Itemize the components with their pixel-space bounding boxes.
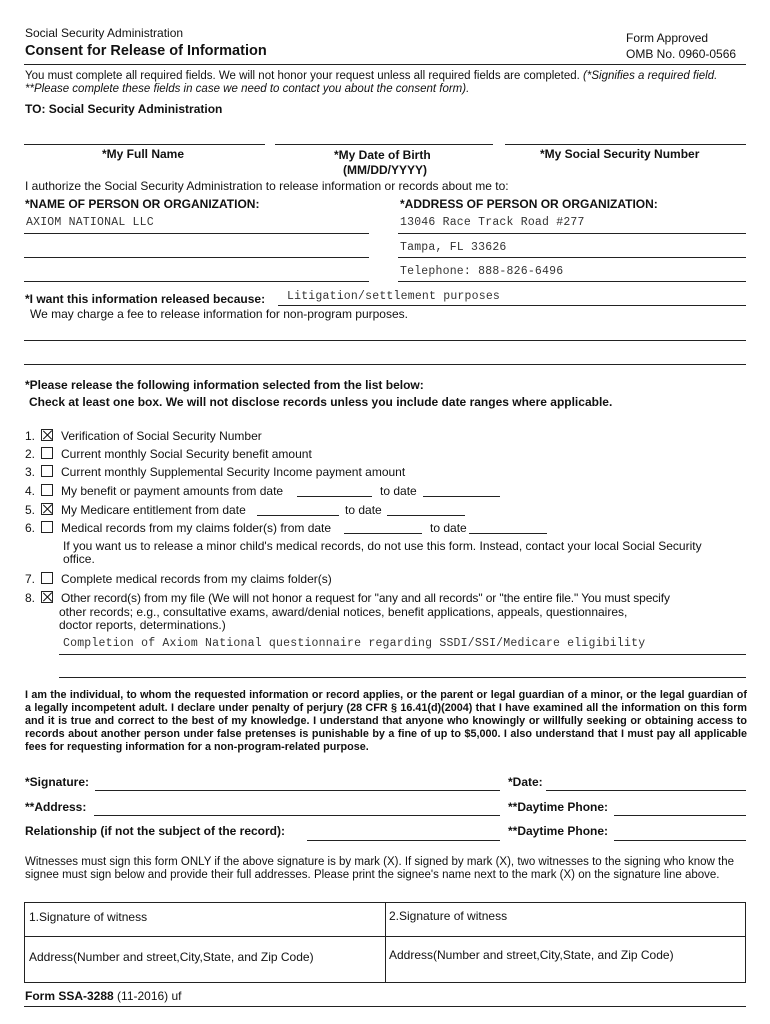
dob-format: (MM/DD/YYYY) — [343, 163, 427, 177]
daytime-phone-label-2: **Daytime Phone: — [508, 824, 609, 838]
full-name-label: *My Full Name — [102, 147, 185, 161]
item6-to-date-field[interactable] — [469, 533, 547, 534]
item-label: Medical records from my claims folder(s) from date — [61, 521, 332, 535]
item-number: 7. — [25, 572, 36, 586]
daytime-phone-label: **Daytime Phone: — [508, 800, 609, 814]
omb-number: OMB No. 0960-0566 — [626, 47, 737, 61]
item-label: Current monthly Social Security benefit amount — [61, 447, 312, 461]
signature-label: *Signature: — [25, 775, 90, 789]
declaration-text: I am the individual, to whom the requested information or record applies, or the parent or legal guardian of a minor, or the legal guardian of a legally incompetent adult. I declare under penalty of perjury (28 CFR § 16.41(d)(2004) that I have examined all the information on this form and it is true and correct to the best of my knowledge. I understand that anyone who knowingly or willfully seeking or obtaining access to records about another person under false pretenses is punishable by a fine of up to $5,000. I also understand that I must pay all applicable fees for requesting information for a non-program-related purpose. — [25, 689, 747, 753]
item-number: 1. — [25, 429, 36, 443]
item6-from-date-field[interactable] — [344, 533, 422, 534]
item4-to-label: to date — [380, 484, 417, 498]
other-records-field-2[interactable] — [59, 677, 746, 678]
item-label: Verification of Social Security Number — [61, 429, 262, 443]
recipient-address-field-1[interactable] — [398, 233, 746, 234]
daytime-phone-field[interactable] — [614, 815, 746, 816]
footer-rule — [24, 1006, 746, 1007]
form-footer: Form SSA-3288 (11-2016) uf — [25, 989, 182, 1003]
checkbox-medical-records[interactable] — [41, 521, 53, 533]
form-title: Consent for Release of Information — [25, 43, 267, 59]
form-approved: Form Approved — [626, 31, 709, 45]
authorize-text: I authorize the Social Security Administration to release information or records about me to: — [25, 179, 509, 193]
dob-label: *My Date of Birth — [334, 148, 431, 162]
checkbox-other-records[interactable] — [41, 591, 53, 603]
item5-to-date-field[interactable] — [387, 515, 465, 516]
item-number: 8. — [25, 591, 36, 605]
item6-to-label: to date — [430, 521, 467, 535]
item-number: 6. — [25, 521, 36, 535]
recipient-telephone: Telephone: 888-826-6496 — [400, 265, 564, 278]
date-field[interactable] — [546, 790, 746, 791]
item5-from-date-field[interactable] — [257, 515, 339, 516]
release-instructions: Check at least one box. We will not disclose records unless you include date ranges where applicable. — [29, 395, 613, 409]
reason-field-2[interactable] — [24, 340, 746, 341]
relationship-label: Relationship (if not the subject of the record): — [25, 824, 286, 838]
recipient-address-label: *ADDRESS OF PERSON OR ORGANIZATION: — [400, 197, 658, 211]
recipient-address-field-3[interactable] — [398, 281, 746, 282]
witness-table-divider — [385, 903, 386, 982]
witness2-address-cell[interactable]: Address(Number and street,City,State, and Zip Code) — [389, 948, 674, 962]
ssn-label: *My Social Security Number — [540, 147, 700, 161]
header-rule — [24, 64, 746, 65]
fee-note: We may charge a fee to release information for non-program purposes. — [30, 307, 408, 321]
item8-continuation: other records; e.g., consultative exams, award/denial notices, benefit applications, appeals, questionnaires, — [59, 605, 628, 619]
checkbox-complete-medical[interactable] — [41, 572, 53, 584]
to-line: TO: Social Security Administration — [25, 102, 223, 116]
minor-child-note: If you want us to release a minor child's medical records, do not use this form. Instead, contact your local Social Security office. — [63, 539, 702, 566]
witness1-address-cell[interactable]: Address(Number and street,City,State, and Zip Code) — [29, 950, 314, 964]
item-label: Other record(s) from my file (We will not honor a request for "any and all records" or "the entire file." You must specify — [61, 591, 670, 605]
item-label: My benefit or payment amounts from date — [61, 484, 284, 498]
item-label: Current monthly Supplemental Security Income payment amount — [61, 465, 406, 479]
agency-name: Social Security Administration — [25, 26, 184, 40]
intro-text: You must complete all required fields. We will not honor your request unless all required fields are completed. (*Signifies a required field. **Please complete these fields in case we need to contact you about the consent form). — [25, 70, 718, 95]
item8-continuation-2: doctor reports, determinations.) — [59, 618, 226, 632]
dob-field[interactable] — [275, 144, 493, 145]
recipient-name-field[interactable] — [24, 233, 369, 234]
date-label: *Date: — [508, 775, 543, 789]
item4-from-date-field[interactable] — [297, 496, 372, 497]
item-label: My Medicare entitlement from date — [61, 503, 246, 517]
release-heading: *Please release the following information selected from the list below: — [25, 378, 424, 392]
witness2-signature-cell[interactable]: 2.Signature of witness — [389, 909, 508, 923]
item-number: 4. — [25, 484, 36, 498]
item4-to-date-field[interactable] — [423, 496, 500, 497]
witness-table-row-divider — [25, 936, 745, 937]
other-records-field[interactable] — [59, 654, 746, 655]
recipient-name-label: *NAME OF PERSON OR ORGANIZATION: — [25, 197, 260, 211]
ssn-field[interactable] — [505, 144, 746, 145]
witness-table — [24, 902, 746, 983]
witness1-signature-cell[interactable]: 1.Signature of witness — [29, 910, 148, 924]
item-label: Complete medical records from my claims folder(s) — [61, 572, 332, 586]
recipient-name-value: AXIOM NATIONAL LLC — [26, 216, 154, 229]
checkbox-ss-benefit[interactable] — [41, 447, 53, 459]
reason-field-3[interactable] — [24, 364, 746, 365]
checkbox-ssi-payment[interactable] — [41, 465, 53, 477]
reason-label: *I want this information released because: — [25, 292, 266, 306]
other-records-value: Completion of Axiom National questionnaire regarding SSDI/SSI/Medicare eligibility — [63, 637, 646, 650]
address-field[interactable] — [94, 815, 500, 816]
checkbox-benefit-amounts[interactable] — [41, 484, 53, 496]
item5-to-label: to date — [345, 503, 382, 517]
relationship-field[interactable] — [307, 840, 500, 841]
recipient-name-field-3[interactable] — [24, 281, 369, 282]
item-number: 5. — [25, 503, 36, 517]
reason-field[interactable] — [278, 305, 746, 306]
recipient-address-line2: Tampa, FL 33626 — [400, 241, 507, 254]
checkbox-ssn-verification[interactable] — [41, 429, 53, 441]
address-label: **Address: — [25, 800, 87, 814]
full-name-field[interactable] — [24, 144, 265, 145]
witness-note: Witnesses must sign this form ONLY if the above signature is by mark (X). If signed by mark (X), two witnesses to the signing who know the signee must sign below and provide their full addresses. Please print the signee's name next to the mark (X) on the signature line above. — [25, 856, 735, 881]
item-number: 3. — [25, 465, 36, 479]
recipient-address-field-2[interactable] — [398, 257, 746, 258]
signature-field[interactable] — [95, 790, 500, 791]
item-number: 2. — [25, 447, 36, 461]
daytime-phone-field-2[interactable] — [614, 840, 746, 841]
recipient-name-field-2[interactable] — [24, 257, 369, 258]
reason-value: Litigation/settlement purposes — [287, 290, 501, 303]
recipient-address-line1: 13046 Race Track Road #277 — [400, 216, 585, 229]
checkbox-medicare[interactable] — [41, 503, 53, 515]
